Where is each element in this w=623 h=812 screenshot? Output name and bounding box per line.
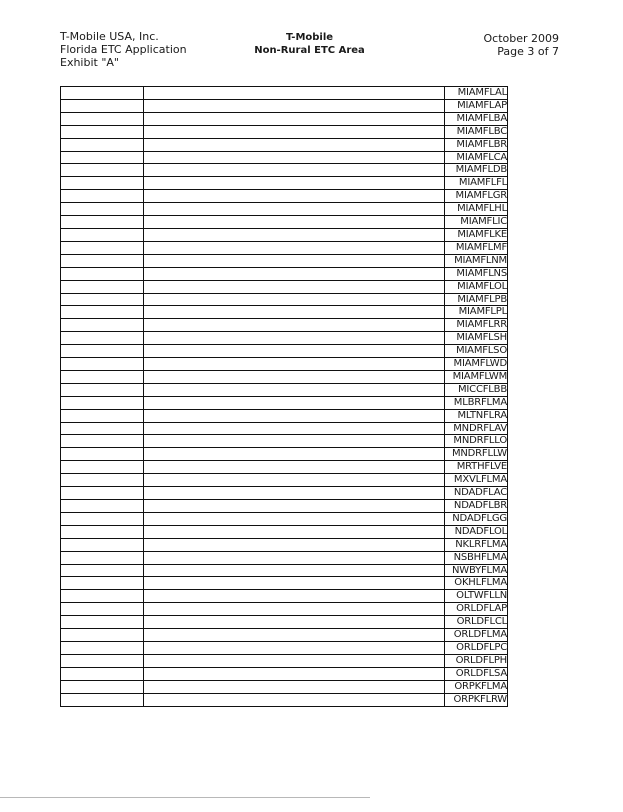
exchange-code-cell: ORLDFLCL <box>445 616 508 629</box>
table-row <box>61 538 508 551</box>
empty-cell <box>144 603 445 616</box>
empty-cell <box>61 564 144 577</box>
exchange-code-cell: NDADFLAC <box>445 487 508 500</box>
table-row <box>61 293 508 306</box>
empty-cell <box>61 422 144 435</box>
empty-cell <box>61 641 144 654</box>
exchange-code-cell: MIAMFLMF <box>445 241 508 254</box>
table-row <box>61 345 508 358</box>
table-row <box>61 396 508 409</box>
exchange-code-cell: ORPKFLRW <box>445 693 508 706</box>
table-row <box>61 500 508 513</box>
empty-cell <box>144 654 445 667</box>
exchange-code-cell: MIAMFLIC <box>445 216 508 229</box>
exchange-code-cell: MIAMFLOL <box>445 280 508 293</box>
empty-cell <box>61 99 144 112</box>
table-row <box>61 332 508 345</box>
empty-cell <box>144 177 445 190</box>
scan-artifact-line <box>0 797 370 798</box>
empty-cell <box>144 693 445 706</box>
table-row <box>61 474 508 487</box>
exchange-code-cell: MRTHFLVE <box>445 461 508 474</box>
empty-cell <box>144 87 445 100</box>
empty-cell <box>144 461 445 474</box>
table-row <box>61 525 508 538</box>
table-row <box>61 151 508 164</box>
exchange-code-cell: MLTNFLRA <box>445 409 508 422</box>
table-row <box>61 512 508 525</box>
exchange-code-cell: MXVLFLMA <box>445 474 508 487</box>
exchange-code-cell: MIAMFLRR <box>445 319 508 332</box>
table-row <box>61 654 508 667</box>
empty-cell <box>61 654 144 667</box>
empty-cell <box>144 616 445 629</box>
empty-cell <box>144 216 445 229</box>
empty-cell <box>61 203 144 216</box>
exchange-code-cell: MIAMFLPB <box>445 293 508 306</box>
empty-cell <box>61 306 144 319</box>
exchange-code-cell: MIAMFLKE <box>445 228 508 241</box>
table-row <box>61 461 508 474</box>
table-row <box>61 138 508 151</box>
table-row <box>61 551 508 564</box>
page-number: Page 3 of 7 <box>497 45 559 58</box>
empty-cell <box>144 512 445 525</box>
empty-cell <box>144 629 445 642</box>
empty-cell <box>144 267 445 280</box>
exchange-code-cell: MIAMFLWM <box>445 370 508 383</box>
empty-cell <box>61 629 144 642</box>
empty-cell <box>61 267 144 280</box>
empty-cell <box>144 358 445 371</box>
exchange-code-cell: MIAMFLAP <box>445 99 508 112</box>
empty-cell <box>144 293 445 306</box>
table-row <box>61 370 508 383</box>
exchange-code-cell: ORLDFLPH <box>445 654 508 667</box>
exchange-code-cell: MNDRFLLO <box>445 435 508 448</box>
document-subtitle: Non-Rural ETC Area <box>254 45 365 56</box>
exchange-code-cell: ORLDFLSA <box>445 667 508 680</box>
empty-cell <box>61 332 144 345</box>
empty-cell <box>144 112 445 125</box>
table-row <box>61 241 508 254</box>
exchange-code-cell: ORPKFLMA <box>445 680 508 693</box>
empty-cell <box>61 500 144 513</box>
empty-cell <box>61 616 144 629</box>
table-row <box>61 487 508 500</box>
empty-cell <box>144 228 445 241</box>
empty-cell <box>144 370 445 383</box>
empty-cell <box>144 448 445 461</box>
table-row <box>61 680 508 693</box>
empty-cell <box>61 216 144 229</box>
empty-cell <box>144 551 445 564</box>
empty-cell <box>144 487 445 500</box>
empty-cell <box>61 164 144 177</box>
exchange-code-rows <box>61 87 508 707</box>
empty-cell <box>61 293 144 306</box>
exchange-code-cell: MIAMFLWD <box>445 358 508 371</box>
table-row <box>61 693 508 706</box>
table-row <box>61 616 508 629</box>
empty-cell <box>144 435 445 448</box>
table-row <box>61 383 508 396</box>
exchange-code-cell: MIAMFLBR <box>445 138 508 151</box>
empty-cell <box>144 254 445 267</box>
empty-cell <box>144 474 445 487</box>
empty-cell <box>61 512 144 525</box>
empty-cell <box>61 383 144 396</box>
empty-cell <box>61 370 144 383</box>
empty-cell <box>61 319 144 332</box>
table-row <box>61 564 508 577</box>
empty-cell <box>144 500 445 513</box>
exchange-code-cell: MIAMFLFL <box>445 177 508 190</box>
empty-cell <box>144 564 445 577</box>
table-row <box>61 306 508 319</box>
empty-cell <box>61 228 144 241</box>
exchange-code-cell: NSBHFLMA <box>445 551 508 564</box>
exchange-code-cell: MIAMFLBA <box>445 112 508 125</box>
exchange-code-cell: MIAMFLHL <box>445 203 508 216</box>
exchange-code-cell: MIAMFLNS <box>445 267 508 280</box>
empty-cell <box>61 448 144 461</box>
empty-cell <box>144 396 445 409</box>
empty-cell <box>61 474 144 487</box>
document-title: T-Mobile <box>285 32 334 43</box>
application-name: Florida ETC Application <box>60 43 187 56</box>
exchange-code-cell: MIAMFLPL <box>445 306 508 319</box>
header-left <box>60 30 187 69</box>
table-row <box>61 267 508 280</box>
table-row <box>61 358 508 371</box>
empty-cell <box>61 125 144 138</box>
table-row <box>61 577 508 590</box>
exchange-code-cell: ORLDFLPC <box>445 641 508 654</box>
empty-cell <box>144 667 445 680</box>
table-row <box>61 435 508 448</box>
empty-cell <box>61 603 144 616</box>
empty-cell <box>144 590 445 603</box>
empty-cell <box>144 125 445 138</box>
table-row <box>61 164 508 177</box>
empty-cell <box>61 254 144 267</box>
empty-cell <box>144 203 445 216</box>
exchange-code-cell: ORLDFLAP <box>445 603 508 616</box>
empty-cell <box>61 590 144 603</box>
table-row <box>61 422 508 435</box>
exchange-code-cell: NDADFLBR <box>445 500 508 513</box>
empty-cell <box>144 383 445 396</box>
table-row <box>61 590 508 603</box>
exchange-code-cell: MIAMFLDB <box>445 164 508 177</box>
table-row <box>61 629 508 642</box>
exchange-code-cell: MIAMFLGR <box>445 190 508 203</box>
empty-cell <box>144 538 445 551</box>
empty-cell <box>61 525 144 538</box>
exchange-code-cell: MIAMFLAL <box>445 87 508 100</box>
empty-cell <box>61 693 144 706</box>
table-row <box>61 177 508 190</box>
empty-cell <box>61 241 144 254</box>
table-row <box>61 87 508 100</box>
table-row <box>61 203 508 216</box>
empty-cell <box>144 525 445 538</box>
empty-cell <box>61 551 144 564</box>
empty-cell <box>144 241 445 254</box>
empty-cell <box>144 151 445 164</box>
exchange-code-cell: MIAMFLSO <box>445 345 508 358</box>
empty-cell <box>61 409 144 422</box>
exchange-code-cell: NWBYFLMA <box>445 564 508 577</box>
table-row <box>61 190 508 203</box>
header-center <box>222 31 397 57</box>
empty-cell <box>61 280 144 293</box>
empty-cell <box>144 306 445 319</box>
empty-cell <box>61 538 144 551</box>
exchange-code-cell: NKLRFLMA <box>445 538 508 551</box>
table-row <box>61 112 508 125</box>
empty-cell <box>144 138 445 151</box>
empty-cell <box>61 177 144 190</box>
empty-cell <box>61 151 144 164</box>
empty-cell <box>144 641 445 654</box>
exchange-code-cell: MIAMFLBC <box>445 125 508 138</box>
empty-cell <box>61 190 144 203</box>
table-row <box>61 448 508 461</box>
company-name: T-Mobile USA, Inc. <box>60 30 159 43</box>
empty-cell <box>61 667 144 680</box>
exhibit-label: Exhibit "A" <box>60 56 119 69</box>
exchange-code-cell: MNDRFLLW <box>445 448 508 461</box>
empty-cell <box>61 396 144 409</box>
empty-cell <box>61 345 144 358</box>
empty-cell <box>144 164 445 177</box>
table-row <box>61 409 508 422</box>
empty-cell <box>144 319 445 332</box>
table-row <box>61 641 508 654</box>
table-row <box>61 254 508 267</box>
empty-cell <box>144 680 445 693</box>
empty-cell <box>61 138 144 151</box>
empty-cell <box>61 461 144 474</box>
empty-cell <box>61 112 144 125</box>
exchange-code-cell: OLTWFLLN <box>445 590 508 603</box>
table-row <box>61 99 508 112</box>
exchange-code-cell: MICCFLBB <box>445 383 508 396</box>
empty-cell <box>144 190 445 203</box>
exchange-code-cell: ORLDFLMA <box>445 629 508 642</box>
empty-cell <box>61 87 144 100</box>
exchange-code-cell: NDADFLGG <box>445 512 508 525</box>
table-row <box>61 228 508 241</box>
exchange-code-cell: NDADFLOL <box>445 525 508 538</box>
exchange-code-cell: OKHLFLMA <box>445 577 508 590</box>
table-row <box>61 319 508 332</box>
empty-cell <box>61 577 144 590</box>
table-row <box>61 280 508 293</box>
header-right <box>483 32 559 58</box>
exchange-code-cell: MNDRFLAV <box>445 422 508 435</box>
table-row <box>61 603 508 616</box>
table-row <box>61 667 508 680</box>
document-date: October 2009 <box>483 32 559 45</box>
table-row <box>61 125 508 138</box>
exchange-code-table <box>60 86 508 707</box>
empty-cell <box>144 99 445 112</box>
exchange-code-cell: MIAMFLCA <box>445 151 508 164</box>
empty-cell <box>144 409 445 422</box>
empty-cell <box>61 435 144 448</box>
empty-cell <box>144 280 445 293</box>
empty-cell <box>144 577 445 590</box>
empty-cell <box>61 358 144 371</box>
exchange-code-cell: MIAMFLSH <box>445 332 508 345</box>
table-row <box>61 216 508 229</box>
exchange-code-cell: MIAMFLNM <box>445 254 508 267</box>
empty-cell <box>144 422 445 435</box>
empty-cell <box>61 487 144 500</box>
empty-cell <box>144 345 445 358</box>
empty-cell <box>144 332 445 345</box>
empty-cell <box>61 680 144 693</box>
exchange-code-cell: MLBRFLMA <box>445 396 508 409</box>
